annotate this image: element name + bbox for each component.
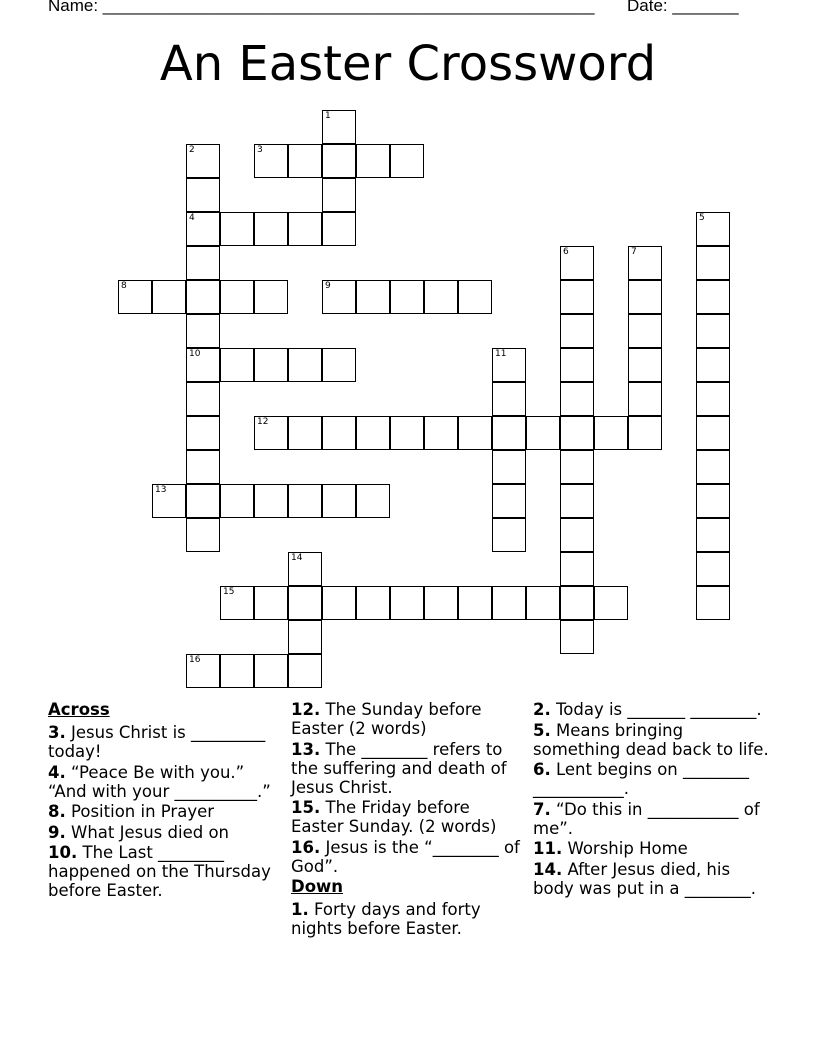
grid-cell[interactable]	[186, 382, 220, 416]
clue-text: Lent begins on ________ ___________.	[533, 760, 750, 798]
grid-cell[interactable]	[288, 552, 322, 586]
clue-number: 5.	[533, 720, 551, 740]
grid-cell[interactable]	[356, 280, 390, 314]
grid-cell[interactable]	[628, 416, 662, 450]
grid-cell[interactable]	[492, 382, 526, 416]
clue-across-10	[48, 843, 284, 900]
grid-cell[interactable]	[696, 280, 730, 314]
cell-number: 12	[257, 417, 269, 427]
grid-cell[interactable]	[696, 518, 730, 552]
clue-across-4	[48, 763, 284, 801]
grid-cell[interactable]	[492, 348, 526, 382]
cell-number: 5	[699, 213, 705, 223]
grid-cell[interactable]	[220, 586, 254, 620]
grid-cell[interactable]	[424, 280, 458, 314]
grid-cell[interactable]	[560, 620, 594, 654]
clue-text: What Jesus died on	[71, 822, 229, 842]
clue-across-8	[48, 802, 284, 821]
grid-cell[interactable]	[220, 212, 254, 246]
cell-number: 6	[563, 247, 569, 257]
grid-cell[interactable]	[560, 382, 594, 416]
grid-cell[interactable]	[288, 416, 322, 450]
grid-cell[interactable]	[492, 416, 526, 450]
grid-cell[interactable]	[696, 382, 730, 416]
grid-cell[interactable]	[254, 280, 288, 314]
grid-cell[interactable]	[696, 416, 730, 450]
clue-number: 12.	[291, 700, 321, 719]
grid-cell[interactable]	[220, 654, 254, 688]
grid-cell[interactable]	[254, 484, 288, 518]
clue-number: 8.	[48, 802, 66, 821]
grid-cell[interactable]	[390, 280, 424, 314]
grid-cell[interactable]	[186, 450, 220, 484]
grid-cell[interactable]	[220, 484, 254, 518]
grid-cell[interactable]	[696, 450, 730, 484]
grid-cell[interactable]	[628, 382, 662, 416]
grid-cell[interactable]	[356, 586, 390, 620]
clue-across-12	[291, 700, 523, 738]
grid-cell[interactable]	[220, 348, 254, 382]
clue-number: 7.	[533, 799, 551, 819]
clue-down-2	[533, 700, 769, 719]
grid-cell[interactable]	[458, 416, 492, 450]
grid-cell[interactable]	[322, 416, 356, 450]
clue-down-11	[533, 839, 769, 858]
grid-cell[interactable]	[594, 586, 628, 620]
clue-down-5	[533, 721, 769, 759]
grid-cell[interactable]	[288, 654, 322, 688]
grid-cell[interactable]	[390, 416, 424, 450]
clue-number: 10.	[48, 843, 78, 862]
grid-cell[interactable]	[118, 280, 152, 314]
cell-number: 11	[495, 349, 507, 359]
clue-text: Worship Home	[567, 839, 688, 858]
grid-cell[interactable]	[560, 450, 594, 484]
clues-column-3	[533, 700, 769, 899]
grid-cell[interactable]	[628, 348, 662, 382]
grid-cell[interactable]	[424, 416, 458, 450]
cell-number: 14	[291, 553, 303, 563]
grid-cell[interactable]	[356, 484, 390, 518]
clues-column-1	[48, 700, 284, 902]
down-heading: Down	[291, 877, 344, 896]
grid-cell[interactable]	[458, 586, 492, 620]
grid-cell[interactable]	[152, 484, 186, 518]
grid-cell[interactable]	[288, 620, 322, 654]
grid-cell[interactable]	[696, 348, 730, 382]
grid-cell[interactable]	[322, 280, 356, 314]
grid-cell[interactable]	[254, 416, 288, 450]
clue-across-16	[291, 838, 523, 876]
grid-cell[interactable]	[492, 518, 526, 552]
clue-down-7	[533, 800, 769, 838]
grid-cell[interactable]	[322, 144, 356, 178]
clue-number: 1.	[291, 900, 309, 919]
grid-cell[interactable]	[288, 348, 322, 382]
cell-number: 2	[189, 145, 195, 155]
grid-cell[interactable]	[696, 212, 730, 246]
grid-cell[interactable]	[288, 212, 322, 246]
grid-cell[interactable]	[220, 280, 254, 314]
clue-number: 16.	[291, 837, 321, 857]
grid-cell[interactable]	[560, 518, 594, 552]
clue-text: The Sunday before Easter (2 words)	[291, 700, 482, 738]
name-field-label: Name: ____________________________________________________	[48, 0, 595, 15]
grid-cell[interactable]	[288, 484, 322, 518]
grid-cell[interactable]	[186, 348, 220, 382]
grid-cell[interactable]	[322, 178, 356, 212]
grid-cell[interactable]	[186, 654, 220, 688]
grid-cell[interactable]	[186, 144, 220, 178]
grid-cell[interactable]	[254, 212, 288, 246]
cell-number: 1	[325, 111, 331, 121]
grid-cell[interactable]	[254, 586, 288, 620]
grid-cell[interactable]	[560, 246, 594, 280]
clue-text: Forty days and forty nights before Easter.	[291, 900, 481, 938]
grid-cell[interactable]	[492, 450, 526, 484]
grid-cell[interactable]	[390, 586, 424, 620]
grid-cell[interactable]	[390, 144, 424, 178]
grid-cell[interactable]	[696, 314, 730, 348]
grid-cell[interactable]	[322, 484, 356, 518]
grid-cell[interactable]	[186, 484, 220, 518]
cell-number: 15	[223, 587, 235, 597]
cell-number: 3	[257, 145, 263, 155]
grid-cell[interactable]	[526, 416, 560, 450]
grid-cell[interactable]	[322, 212, 356, 246]
clue-across-13	[291, 740, 523, 797]
cell-number: 16	[189, 655, 201, 665]
grid-cell[interactable]	[492, 586, 526, 620]
clue-text: After Jesus died, his body was put in a ________.	[533, 859, 757, 898]
clue-down-14	[533, 860, 769, 898]
clue-number: 13.	[291, 739, 321, 759]
clue-number: 2.	[533, 700, 551, 719]
clue-text: Position in Prayer	[71, 802, 215, 821]
grid-cell[interactable]	[254, 348, 288, 382]
cell-number: 7	[631, 247, 637, 257]
grid-cell[interactable]	[560, 314, 594, 348]
clue-number: 3.	[48, 723, 66, 742]
grid-cell[interactable]	[322, 348, 356, 382]
clue-number: 9.	[48, 822, 66, 842]
clue-number: 14.	[533, 859, 563, 879]
clue-text: Today is _______ ________.	[556, 700, 762, 719]
grid-cell[interactable]	[696, 586, 730, 620]
clue-across-15	[291, 798, 523, 836]
clue-across-3	[48, 723, 284, 761]
grid-cell[interactable]	[322, 110, 356, 144]
clue-text: Means bringing something dead back to life.	[533, 720, 769, 759]
clue-across-9	[48, 823, 284, 842]
clue-text: “Peace Be with you.” “And with your __________.”	[48, 762, 271, 801]
grid-cell[interactable]	[356, 416, 390, 450]
clues-column-2	[291, 700, 523, 940]
grid-cell[interactable]	[186, 416, 220, 450]
clue-number: 4.	[48, 762, 66, 782]
grid-cell[interactable]	[628, 280, 662, 314]
grid-cell[interactable]	[254, 144, 288, 178]
grid-cell[interactable]	[288, 144, 322, 178]
clue-number: 15.	[291, 798, 321, 817]
grid-cell[interactable]	[186, 212, 220, 246]
grid-cell[interactable]	[458, 280, 492, 314]
grid-cell[interactable]	[186, 178, 220, 212]
grid-cell[interactable]	[696, 246, 730, 280]
clue-text: Jesus is the “________ of God”.	[291, 837, 520, 876]
clue-text: The ________ refers to the suffering and death of Jesus Christ.	[291, 739, 507, 797]
grid-cell[interactable]	[560, 484, 594, 518]
date-field-label: Date: _______	[627, 0, 739, 15]
grid-cell[interactable]	[322, 586, 356, 620]
clue-down-6	[533, 760, 769, 798]
clue-text: The Last ________ happened on the Thursday before Easter.	[48, 843, 271, 900]
grid-cell[interactable]	[560, 552, 594, 586]
clue-text: “Do this in ___________ of me”.	[533, 799, 760, 838]
grid-cell[interactable]	[186, 518, 220, 552]
grid-cell[interactable]	[254, 654, 288, 688]
grid-cell[interactable]	[628, 246, 662, 280]
grid-cell[interactable]	[186, 314, 220, 348]
page-title: An Easter Crossword	[159, 36, 657, 92]
grid-cell[interactable]	[152, 280, 186, 314]
grid-cell[interactable]	[186, 246, 220, 280]
cell-number: 10	[189, 349, 201, 359]
grid-cell[interactable]	[628, 314, 662, 348]
cell-number: 9	[325, 281, 331, 291]
grid-cell[interactable]	[560, 586, 594, 620]
grid-cell[interactable]	[186, 280, 220, 314]
grid-cell[interactable]	[560, 280, 594, 314]
grid-cell[interactable]	[492, 484, 526, 518]
cell-number: 13	[155, 485, 167, 495]
cell-number: 8	[121, 281, 127, 291]
grid-cell[interactable]	[356, 144, 390, 178]
cell-number: 4	[189, 213, 195, 223]
grid-cell[interactable]	[696, 552, 730, 586]
clue-down-1	[291, 900, 523, 938]
grid-cell[interactable]	[526, 586, 560, 620]
clue-number: 11.	[533, 839, 563, 858]
clue-number: 6.	[533, 760, 551, 779]
grid-cell[interactable]	[560, 348, 594, 382]
grid-cell[interactable]	[288, 586, 322, 620]
grid-cell[interactable]	[560, 416, 594, 450]
grid-cell[interactable]	[696, 484, 730, 518]
grid-cell[interactable]	[594, 416, 628, 450]
across-heading: Across	[48, 700, 110, 719]
clue-text: The Friday before Easter Sunday. (2 words)	[291, 798, 497, 836]
grid-cell[interactable]	[424, 586, 458, 620]
clue-text: Jesus Christ is _________ today!	[48, 723, 266, 761]
